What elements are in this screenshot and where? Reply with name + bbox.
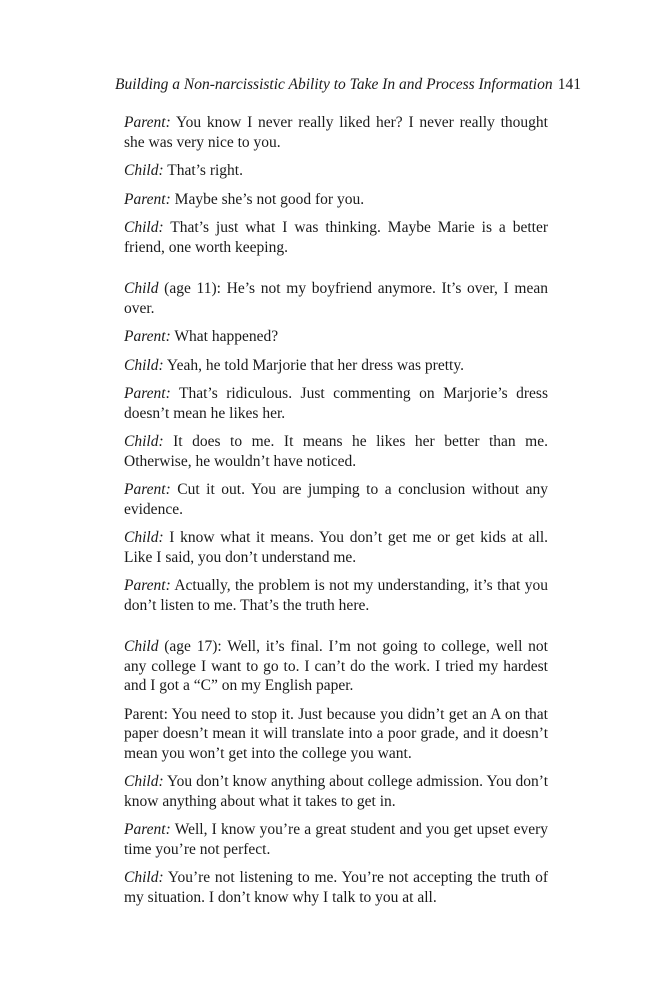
- dialogue-line: [124, 637, 548, 696]
- speaker-label: Parent:: [124, 190, 171, 208]
- dialogue-line: [124, 113, 548, 152]
- dialogue-text: Parent: You need to stop it. Just because you didn’t get an A on that paper doesn’t mean it will translate into a poor grade, and it doesn’t mean you won’t get into the college you want.: [124, 705, 548, 762]
- dialogue-text: You don’t know anything about college admission. You don’t know anything about what it takes to get in.: [124, 773, 548, 810]
- dialogue-line: [124, 279, 548, 318]
- page-body: [124, 113, 548, 916]
- speaker-label: Parent:: [124, 481, 171, 498]
- speaker-label: Child:: [124, 356, 164, 374]
- dialogue-text: That’s ridiculous. Just commenting on Marjorie’s dress doesn’t mean he likes her.: [124, 385, 548, 422]
- dialogue-text: That’s just what I was thinking. Maybe Marie is a better friend, one worth keeping.: [124, 219, 548, 256]
- dialogue-text: That’s right.: [163, 162, 243, 179]
- running-header: [115, 76, 581, 94]
- speaker-note: (age 17): [158, 638, 218, 655]
- speaker-label: Parent:: [124, 385, 171, 402]
- speaker-label: Parent:: [124, 821, 171, 838]
- dialogue-line: [124, 161, 548, 181]
- dialogue-text: Cut it out. You are jumping to a conclusion without any evidence.: [124, 481, 548, 518]
- speaker-label: Parent:: [124, 114, 171, 131]
- dialogue-text: You’re not listening to me. You’re not accepting the truth of my situation. I don’t know why I talk to you at all.: [124, 869, 548, 906]
- dialogue-line: [124, 705, 548, 764]
- dialogue-line: [124, 772, 548, 811]
- dialogue-line: [124, 576, 548, 615]
- dialogue-line: [124, 480, 548, 519]
- dialogue-text: Yeah, he told Marjorie that her dress was pretty.: [163, 356, 464, 374]
- dialogue-line: [124, 327, 548, 347]
- speaker-label: Child:: [124, 219, 164, 236]
- speaker-label: Parent:: [124, 328, 171, 345]
- dialogue-text: Maybe she’s not good for you.: [170, 190, 365, 208]
- dialogue-line: [124, 868, 548, 907]
- speaker-label: Child:: [124, 162, 164, 179]
- dialogue-line: [124, 190, 548, 210]
- dialogue-line: [124, 218, 548, 257]
- speaker-note: (age 11): [158, 280, 217, 297]
- speaker-label: Child: [124, 280, 159, 297]
- speaker-label: Parent:: [124, 577, 171, 594]
- speaker-label: Child:: [124, 773, 164, 790]
- dialogue-line: [124, 432, 548, 471]
- dialogue-line: [124, 528, 548, 567]
- dialogue-text: Well, I know you’re a great student and you get upset every time you’re not perfect.: [124, 821, 548, 858]
- dialogue-line: [124, 384, 548, 423]
- speaker-label: Child:: [124, 529, 164, 546]
- speaker-label: Child:: [124, 433, 164, 450]
- dialogue-text: : Well, it’s final. I’m not going to college, well not any college I want to go to. I can’t do the work. I tried my hardest and I got a “C” on my English paper.: [124, 638, 548, 694]
- dialogue-text: Actually, the problem is not my understanding, it’s that you don’t listen to me. That’s the truth here.: [124, 577, 548, 614]
- dialogue-line: [124, 356, 548, 376]
- speaker-label: Child: [124, 638, 159, 655]
- running-title: Building a Non-narcissistic Ability to Take In and Process Information: [115, 76, 553, 93]
- page-number: 141: [557, 76, 581, 93]
- dialogue-text: : He’s not my boyfriend anymore. It’s over, I mean over.: [124, 280, 548, 317]
- dialogue-line: [124, 820, 548, 859]
- dialogue-text: I know what it means. You don’t get me or get kids at all. Like I said, you don’t understand me.: [124, 529, 548, 566]
- speaker-label: Child:: [124, 869, 164, 886]
- dialogue-text: What happened?: [170, 328, 279, 345]
- dialogue-text: It does to me. It means he likes her better than me. Otherwise, he wouldn’t have noticed.: [124, 433, 548, 470]
- dialogue-text: You know I never really liked her? I never really thought she was very nice to you.: [124, 114, 548, 151]
